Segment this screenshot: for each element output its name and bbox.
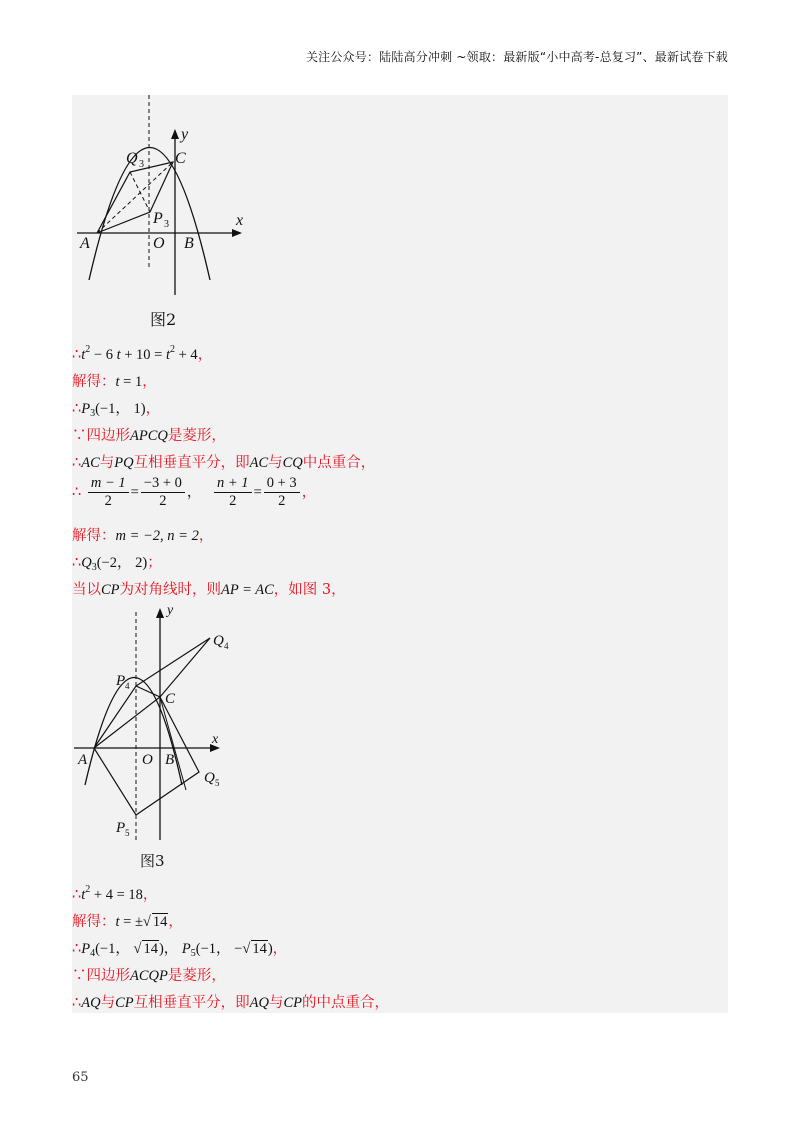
line-11: 解得：t = ±√ 14， — [72, 914, 183, 930]
y-axis-arrow — [171, 129, 179, 139]
figure-3-diagram — [72, 600, 242, 850]
label-c: C — [175, 150, 186, 167]
line-7: 解得：m = −2, n = 2， — [72, 528, 214, 544]
line-14: ∴AQ与CP互相垂直平分，即AQ与CP的中点重合， — [72, 995, 389, 1011]
line-cb — [160, 697, 186, 790]
label-c: C — [165, 691, 176, 707]
line-9: 当以CP为对角线时，则AP = AC，如图 3， — [72, 582, 346, 598]
label-p3: P — [153, 210, 163, 227]
label-o: O — [142, 752, 153, 768]
line-6: ∴ $\frac{m - 1}{2}$ = $\frac{-3 + 0}{2}$ ， $\frac{n + 1}{2}$ = $\frac{0 + 3}{2}$ ， — [72, 475, 317, 509]
line-8: $\therefore Q_3(-2$， 2)； — [72, 555, 162, 573]
line-1: $\therefore t^2 - 6$ $t + 10 = t^2 + 4$， — [72, 344, 213, 363]
label-q4-sub: 4 — [224, 641, 229, 651]
label-q4: Q — [213, 633, 224, 649]
line-5: ∴AC与PQ互相垂直平分，即AC与CQ中点重合， — [72, 455, 376, 471]
figure-2-diagram — [72, 95, 252, 300]
label-x: x — [212, 732, 219, 747]
line-12: $\therefore P_4(-1$， √ 14)， $P_5(-1$， −√ 14)， — [72, 941, 288, 959]
label-q5: Q — [204, 770, 215, 786]
label-q3: Q — [126, 150, 138, 167]
content-panel — [72, 95, 728, 1013]
figure-2 — [72, 95, 252, 329]
label-a: A — [80, 235, 90, 252]
label-p5: P — [116, 820, 126, 836]
page-number: 65 — [72, 1070, 89, 1085]
label-a: A — [78, 752, 88, 768]
label-b: B — [165, 752, 175, 768]
line-3: $\therefore P_3(-1$， 1)， — [72, 401, 161, 419]
label-q3-sub: 3 — [139, 159, 144, 170]
figure-3 — [72, 600, 242, 870]
figure-2-caption: 图2 — [150, 310, 177, 329]
page-header: 关注公众号：陆陆高分冲刺 ~领取：最新版“小中高考-总复习”、最新试卷下载 — [305, 50, 728, 64]
diagonal-pc-upper — [136, 686, 160, 697]
label-b: B — [184, 235, 194, 252]
diagonal-pq — [130, 172, 150, 212]
label-y: y — [181, 126, 189, 143]
label-y: y — [167, 603, 174, 618]
line-13: ∵四边形ACQP是菱形， — [72, 968, 226, 984]
label-p5-sub: 5 — [125, 828, 130, 838]
line-4: ∵四边形APCQ是菱形， — [72, 428, 226, 444]
y-axis-arrow — [156, 608, 164, 618]
line-10: $\therefore t^2 + 4 = 18$， — [72, 884, 158, 903]
label-q5-sub: 5 — [215, 778, 220, 788]
label-p3-sub: 3 — [164, 219, 169, 230]
label-p4: P — [116, 673, 126, 689]
label-x: x — [236, 212, 244, 229]
label-p4-sub: 4 — [125, 681, 130, 691]
label-o: O — [153, 235, 165, 252]
figure-3-caption: 图3 — [140, 852, 165, 870]
x-axis-arrow — [232, 229, 242, 237]
line-2: 解得：t = 1， — [72, 374, 157, 390]
